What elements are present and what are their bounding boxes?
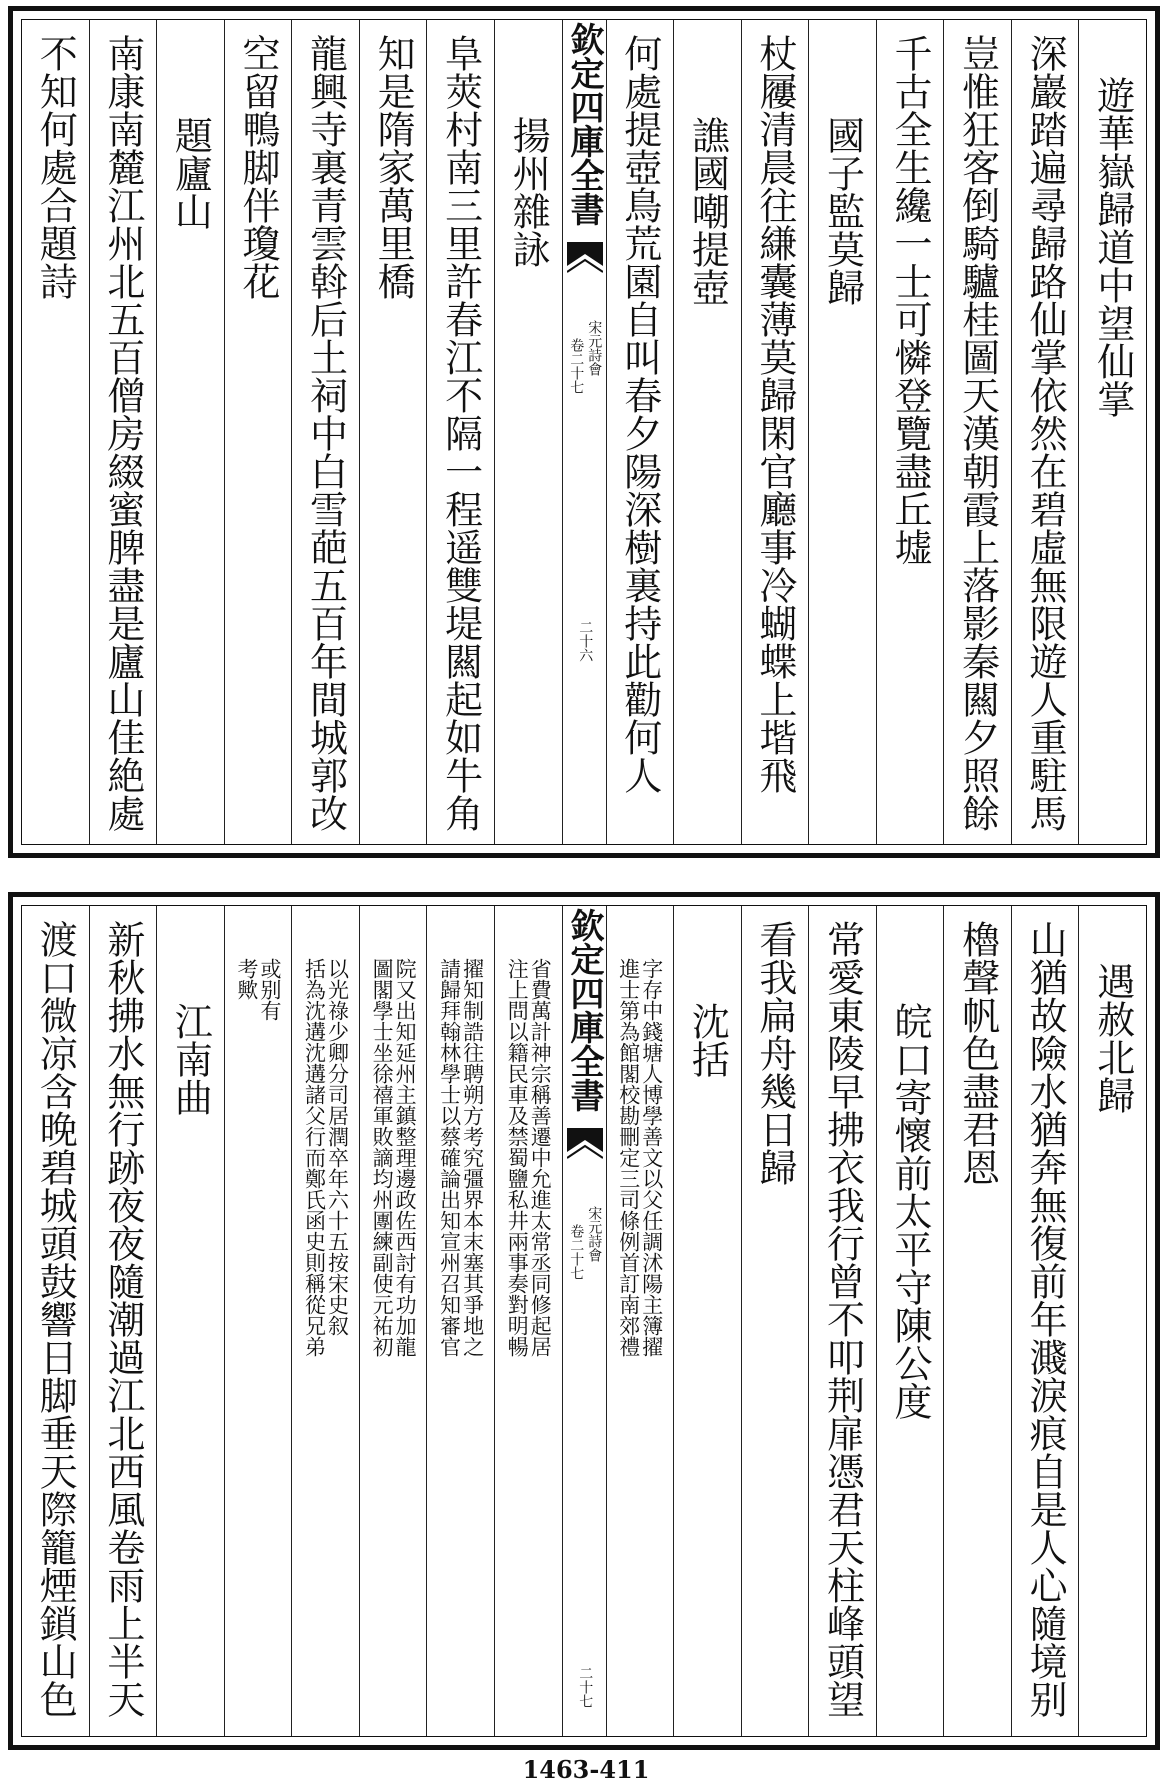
text-column	[89, 20, 157, 844]
poem-line: 新秋拂水無行跡夜夜隨潮過江北西風卷雨上半天	[100, 920, 145, 1718]
top-page-columns	[22, 20, 1146, 844]
poem-title: 遇赦北歸	[1090, 962, 1135, 1114]
poem-line: 杖屨清晨往縑囊薄莫歸閑官廳事冷蝴蝶上堦飛	[752, 34, 797, 794]
poem-line: 龍興寺裏青雲斡后土祠中白雪葩五百年間城郭改	[303, 34, 348, 832]
text-column	[808, 906, 876, 1736]
text-column	[673, 20, 741, 844]
bottom-page	[8, 892, 1160, 1750]
bottom-page-columns	[22, 906, 1146, 1736]
annotation-left-line: 考歟	[234, 958, 259, 1000]
poem-line: 看我扁舟幾日歸	[752, 920, 797, 1186]
text-column	[156, 20, 224, 844]
leaf-number: 二十七	[577, 1666, 594, 1708]
annotation-pair	[360, 958, 427, 1736]
poem-title: 江南曲	[168, 1002, 213, 1116]
annotation-left-line: 圖閣學士坐徐禧軍敗謫均州團練副使元祐初	[370, 958, 395, 1357]
fishtail-mark-icon	[567, 242, 603, 276]
text-column	[673, 906, 741, 1736]
top-page-frame	[21, 19, 1147, 845]
text-column	[1078, 20, 1146, 844]
poem-line: 何處提壺鳥荒園自叫春夕陽深樹裏持此勸何人	[617, 34, 662, 794]
center-fold-column	[562, 20, 606, 844]
poem-line: 南康南麓江州北五百僧房綴蜜脾盡是廬山佳絶處	[100, 34, 145, 832]
text-column	[1078, 906, 1146, 1736]
poem-title: 皖口寄懷前太平守陳公度	[888, 1002, 933, 1420]
collection-name: 宋元詩會	[586, 1206, 603, 1262]
annotation-right-line: 擢知制誥往聘朔方考究彊界本末塞其爭地之	[460, 958, 485, 1357]
annotation-column	[224, 906, 292, 1736]
annotation-column	[359, 906, 427, 1736]
text-column	[1011, 20, 1079, 844]
text-column	[808, 20, 876, 844]
text-column	[89, 906, 157, 1736]
poem-title: 揚州雜詠	[506, 116, 551, 268]
poem-line: 深巖踏遍尋歸路仙掌依然在碧虛無限遊人重駐馬	[1023, 34, 1068, 832]
annotation-left-line: 請歸拜翰林學士以蔡確論出知宣州召知審官	[437, 958, 462, 1357]
fishtail-mark-icon	[567, 1128, 603, 1162]
center-fold-column	[562, 906, 606, 1736]
text-column	[876, 20, 944, 844]
annotation-pair	[495, 958, 562, 1736]
page-number: 1463-411	[522, 1755, 650, 1784]
text-column	[741, 906, 809, 1736]
annotation-right-line: 以光祿少卿分司居潤卒年六十五按宋史叙	[325, 958, 350, 1336]
annotation-pair	[427, 958, 494, 1736]
book-title: 欽定四庫全書	[564, 908, 604, 1112]
text-column	[741, 20, 809, 844]
poem-line: 千古全生纔一士可憐登覽盡丘墟	[888, 34, 933, 566]
annotation-column	[426, 906, 494, 1736]
text-column	[224, 20, 292, 844]
annotation-pair	[292, 958, 359, 1736]
text-column	[876, 906, 944, 1736]
annotation-pair	[607, 958, 674, 1736]
poem-line: 空留鴨脚伴瓊花	[235, 34, 280, 300]
annotation-column	[291, 906, 359, 1736]
text-column	[22, 906, 89, 1736]
poem-title: 題廬山	[168, 116, 213, 230]
poem-title: 譙國嘲提壺	[685, 116, 730, 306]
poem-title: 遊華嶽歸道中望仙掌	[1090, 76, 1135, 418]
leaf-number: 二十六	[577, 620, 594, 662]
poem-line: 渡口微凉含晚碧城頭鼓響日脚垂天際籠煙鎖山色	[33, 920, 78, 1718]
text-column	[291, 20, 359, 844]
volume-number: 卷二十七	[568, 1224, 585, 1280]
text-column	[1011, 906, 1079, 1736]
poem-line: 不知何處合題詩	[33, 34, 78, 300]
text-column	[359, 20, 427, 844]
top-page	[8, 6, 1160, 858]
text-column	[943, 906, 1011, 1736]
annotation-right-line: 或别有	[257, 958, 282, 1021]
poem-line: 櫓聲帆色盡君恩	[955, 920, 1000, 1186]
book-title: 欽定四庫全書	[564, 22, 604, 226]
annotation-right-line: 字存中錢塘人博學善文以父任調沭陽主簿擢	[639, 958, 664, 1357]
text-column	[943, 20, 1011, 844]
poem-line: 阜莢村南三里許春江不隔一程遥雙堤闗起如牛角	[438, 34, 483, 832]
poem-line: 知是隋家萬里橋	[371, 34, 416, 300]
bottom-page-frame	[21, 905, 1147, 1737]
volume-number: 卷二十七	[568, 338, 585, 394]
annotation-right-line: 院又出知延州主鎮整理邊政佐西討有功加龍	[393, 958, 418, 1357]
poem-line: 山猶故險水猶奔無復前年濺淚痕自是人心隨境别	[1023, 920, 1068, 1718]
annotation-left-line: 進士第為館閣校勘刪定三司條例首訂南郊禮	[616, 958, 641, 1357]
poem-title: 沈括	[685, 1002, 730, 1078]
annotation-right-line: 省費萬計神宗稱善遷中允進太常丞同修起居	[528, 958, 553, 1357]
poem-title: 國子監莫歸	[820, 116, 865, 306]
annotation-column	[494, 906, 562, 1736]
text-column	[22, 20, 89, 844]
text-column	[606, 20, 674, 844]
poem-line: 常愛東陵早拂衣我行曾不叩荆扉憑君天柱峰頭望	[820, 920, 865, 1718]
poem-line: 豈惟狂客倒騎驢桂圖天漢朝霞上落影秦闗夕照餘	[955, 34, 1000, 832]
text-column	[156, 906, 224, 1736]
annotation-left-line: 括為沈遘沈遘諸父行而鄭氏函史則稱從兄弟	[302, 958, 327, 1357]
annotation-column	[606, 906, 674, 1736]
annotation-left-line: 注上問以籍民車及禁蜀鹽私井兩事奏對明暢	[505, 958, 530, 1357]
text-column	[494, 20, 562, 844]
text-column	[426, 20, 494, 844]
collection-name: 宋元詩會	[586, 320, 603, 376]
annotation-pair	[225, 958, 292, 1736]
